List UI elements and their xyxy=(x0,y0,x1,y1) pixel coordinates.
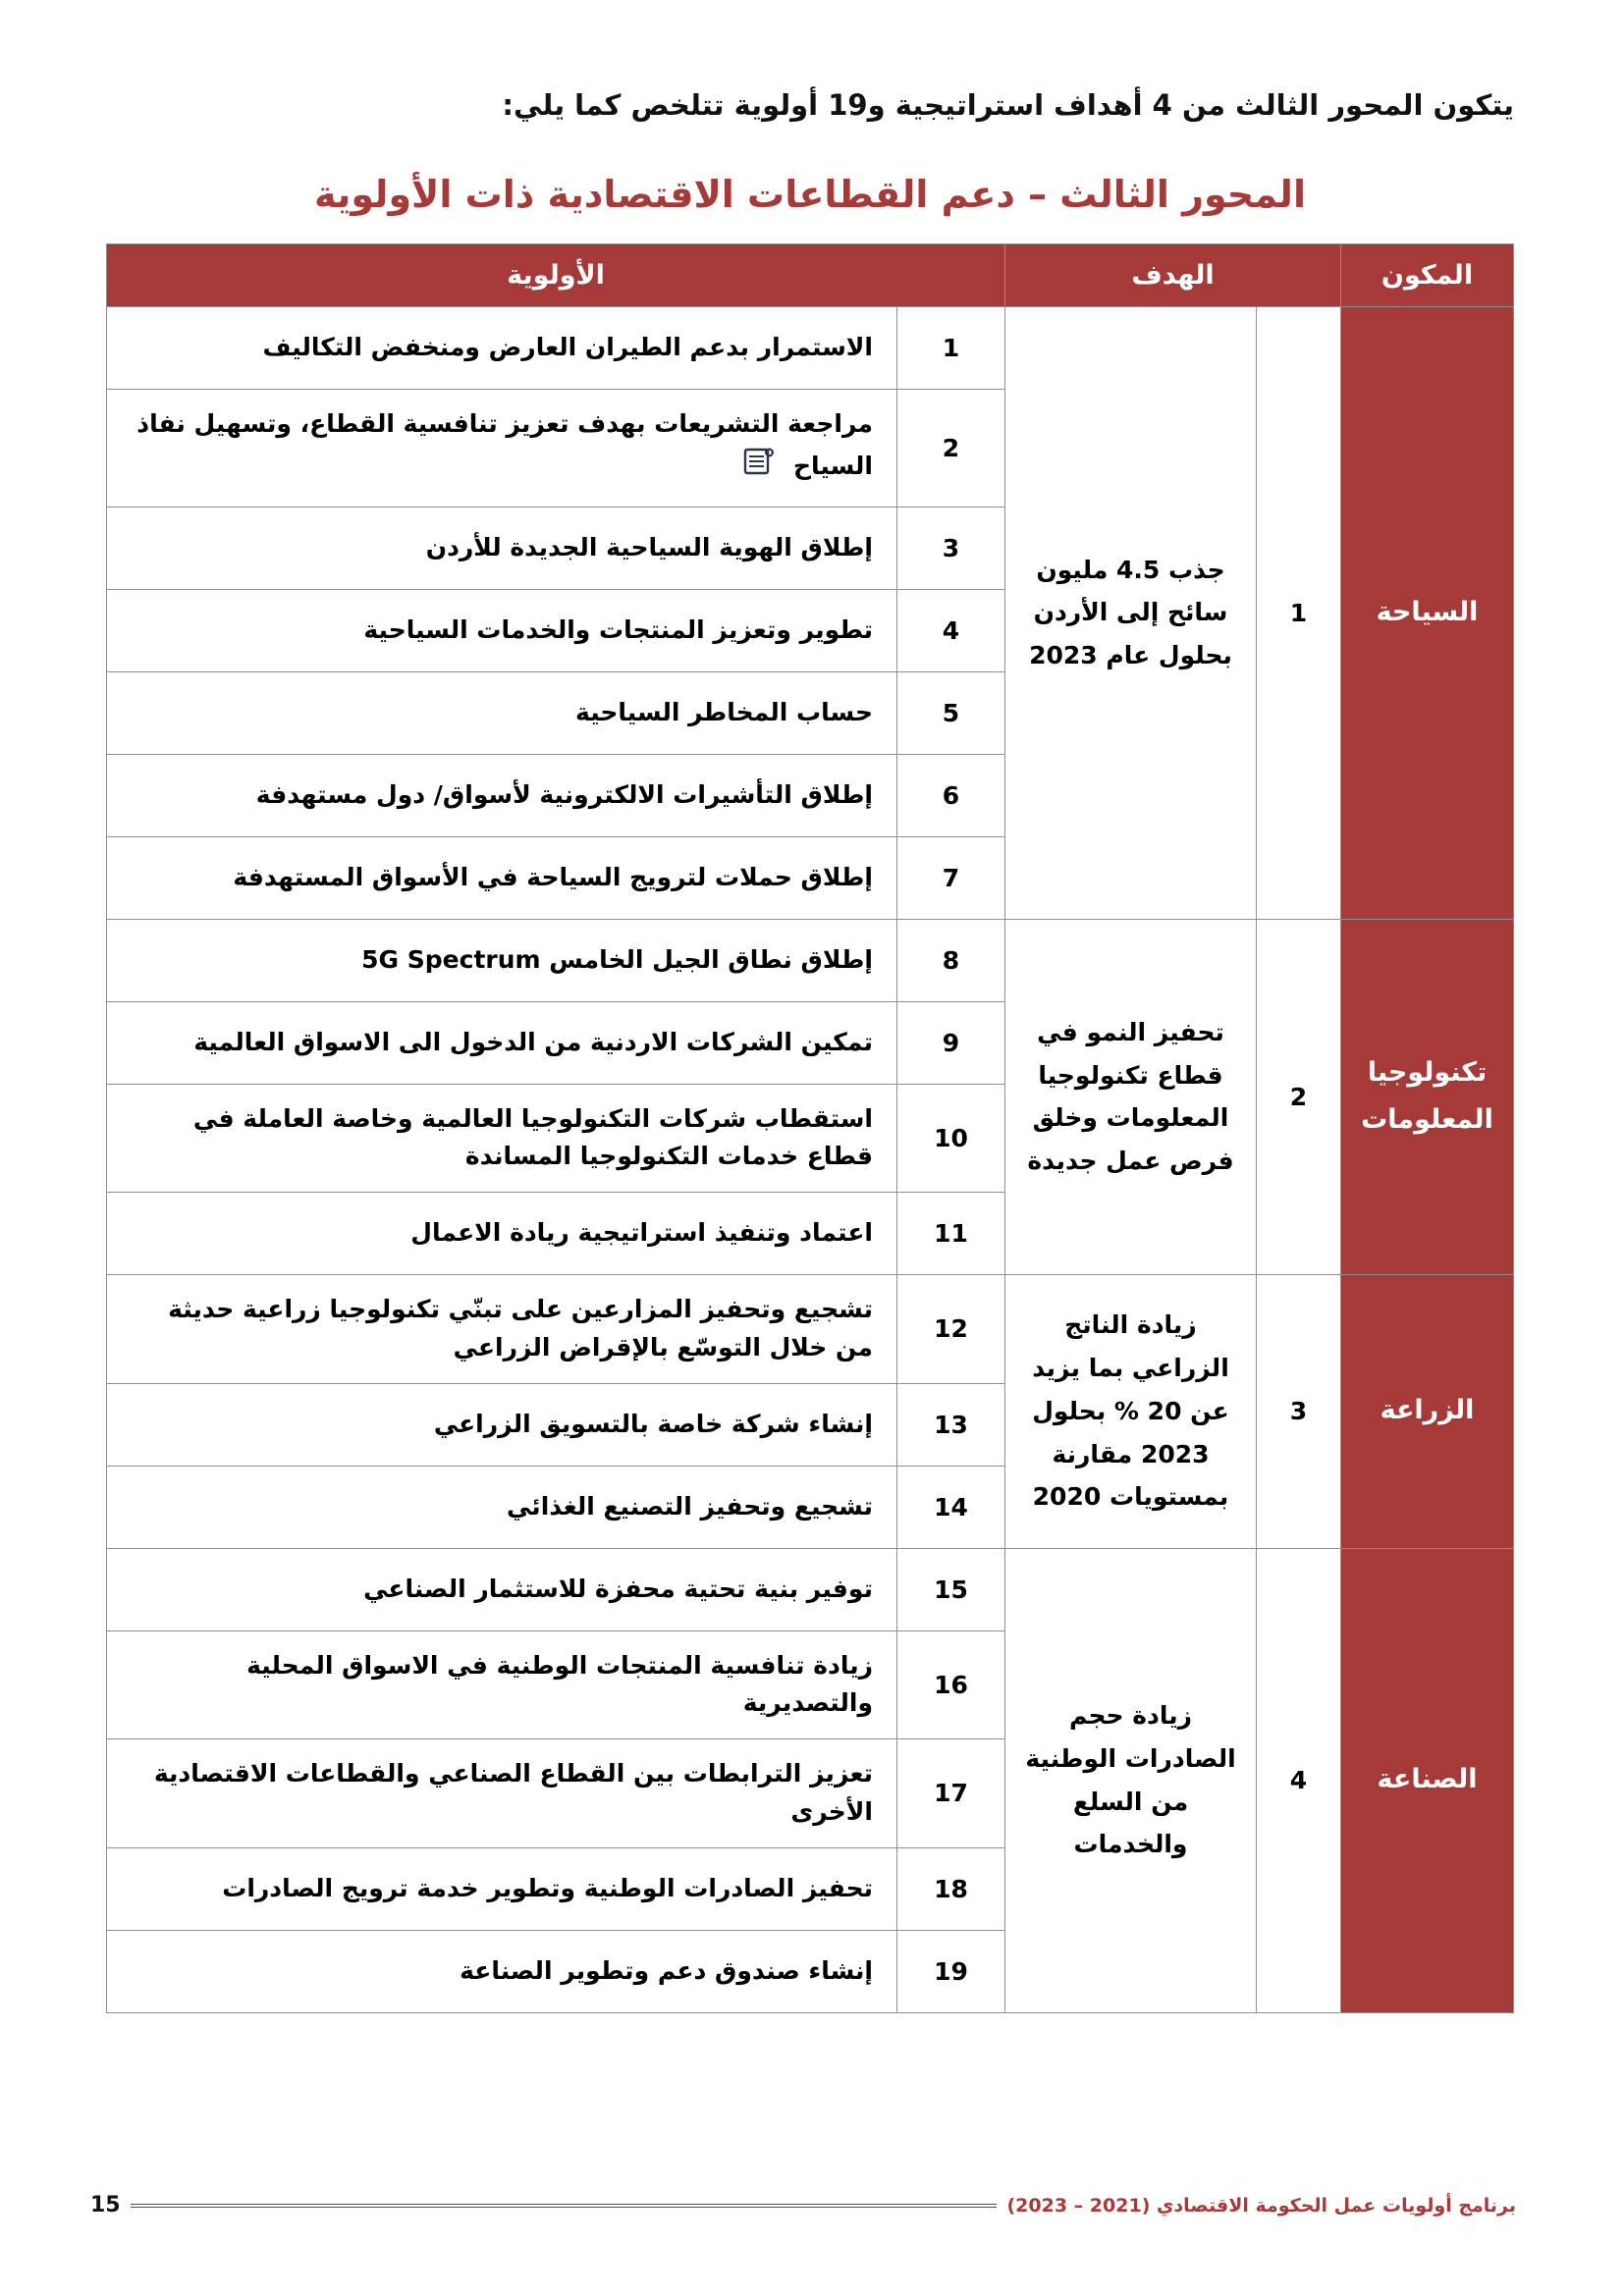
priority-text: إطلاق نطاق الجيل الخامس 5G Spectrum xyxy=(361,944,873,974)
priority-number-cell: 8 xyxy=(897,919,1005,1001)
priority-text: تطوير وتعزيز المنتجات والخدمات السياحية xyxy=(363,614,873,644)
objective-number-cell: 3 xyxy=(1257,1275,1341,1549)
priority-text-cell xyxy=(107,307,897,390)
table-header-row xyxy=(107,244,1514,307)
priority-number-cell: 6 xyxy=(897,754,1005,836)
footer-program-title: برنامج أولويات عمل الحكومة الاقتصادي (2021 – 2023) xyxy=(1006,2194,1516,2216)
table-row xyxy=(107,919,1514,1001)
priority-text: إنشاء صندوق دعم وتطوير الصناعة xyxy=(460,1955,873,1985)
priority-number-cell: 16 xyxy=(897,1630,1005,1739)
priority-text-cell xyxy=(107,1275,897,1384)
priority-number-cell: 7 xyxy=(897,836,1005,919)
page-number: 15 xyxy=(90,2193,121,2217)
priority-text: مراجعة التشريعات بهدف تعزيز تنافسية القطاع، وتسهيل نفاذ السياح xyxy=(136,409,873,480)
priority-text: حساب المخاطر السياحية xyxy=(575,697,873,726)
priority-text-cell xyxy=(107,1739,897,1848)
priority-number-cell: 5 xyxy=(897,671,1005,754)
objective-cell: زيادة الناتج الزراعي بما يزيد عن 20 % بحلول 2023 مقارنة بمستويات 2020 xyxy=(1005,1275,1257,1549)
objective-number-cell: 4 xyxy=(1257,1548,1341,2012)
priority-number-cell: 17 xyxy=(897,1739,1005,1848)
priority-text-cell xyxy=(107,754,897,836)
objective-number-cell: 1 xyxy=(1257,307,1341,920)
priority-text: إطلاق حملات لترويج السياحة في الأسواق المستهدفة xyxy=(233,862,873,891)
page-title: المحور الثالث – دعم القطاعات الاقتصادية ذات الأولوية xyxy=(314,173,1306,216)
priority-text-cell xyxy=(107,1466,897,1548)
objective-cell: زيادة حجم الصادرات الوطنية من السلع والخدمات xyxy=(1005,1548,1257,2012)
priority-text-cell xyxy=(107,919,897,1001)
priority-text: اعتماد وتنفيذ استراتيجية ريادة الاعمال xyxy=(410,1218,873,1248)
priority-text-cell xyxy=(107,1930,897,2012)
objective-cell: جذب 4.5 مليون سائح إلى الأردن بحلول عام 2023 xyxy=(1005,307,1257,920)
priority-text: تعزيز الترابطات بين القطاع الصناعي والقطاعات الاقتصادية الأخرى xyxy=(153,1759,873,1826)
header-objective: الهدف xyxy=(1005,244,1341,307)
priority-text: إنشاء شركة خاصة بالتسويق الزراعي xyxy=(433,1409,873,1438)
priority-text-cell xyxy=(107,507,897,589)
component-cell: الزراعة xyxy=(1341,1275,1514,1549)
priority-number-cell: 12 xyxy=(897,1275,1005,1384)
priority-text: تشجيع وتحفيز المزارعين على تبنّي تكنولوجيا زراعية حديثة من خلال التوسّع بالإقراض الزراعي xyxy=(168,1295,873,1362)
priority-number-cell: 2 xyxy=(897,390,1005,507)
priority-text: زيادة تنافسية المنتجات الوطنية في الاسواق المحلية والتصديرية xyxy=(246,1650,873,1718)
priority-text: إطلاق التأشيرات الالكترونية لأسواق/ دول مستهدفة xyxy=(255,779,873,809)
priority-number-cell: 4 xyxy=(897,589,1005,671)
intro-text: يتكون المحور الثالث من 4 أهداف استراتيجية و19 أولوية تتلخص كما يلي: xyxy=(502,88,1514,122)
table-row xyxy=(107,1275,1514,1384)
priority-number-cell: 1 xyxy=(897,307,1005,390)
priority-text-cell xyxy=(107,1847,897,1930)
component-cell: الصناعة xyxy=(1341,1548,1514,2012)
priority-text-cell xyxy=(107,1383,897,1466)
priority-text-cell xyxy=(107,1548,897,1630)
priority-number-cell: 15 xyxy=(897,1548,1005,1630)
priority-text-cell xyxy=(107,1630,897,1739)
priority-number-cell: 3 xyxy=(897,507,1005,589)
priority-text: تشجيع وتحفيز التصنيع الغذائي xyxy=(507,1491,873,1521)
scroll-icon xyxy=(738,444,778,491)
priority-text-cell xyxy=(107,1193,897,1275)
table-row xyxy=(107,1548,1514,1630)
table-body xyxy=(107,307,1514,2013)
priority-text: تحفيز الصادرات الوطنية وتطوير خدمة ترويج الصادرات xyxy=(222,1873,873,1902)
priority-number-cell: 19 xyxy=(897,1930,1005,2012)
priority-number-cell: 14 xyxy=(897,1466,1005,1548)
priority-number-cell: 11 xyxy=(897,1193,1005,1275)
priority-number-cell: 9 xyxy=(897,1001,1005,1084)
header-component: المكون xyxy=(1341,244,1514,307)
objective-cell: تحفيز النمو في قطاع تكنولوجيا المعلومات وخلق فرص عمل جديدة xyxy=(1005,919,1257,1275)
priority-text: الاستمرار بدعم الطيران العارض ومنخفض التكاليف xyxy=(262,333,873,362)
footer-divider xyxy=(131,2204,998,2208)
priority-text-cell xyxy=(107,589,897,671)
priority-text: توفير بنية تحتية محفزة للاستثمار الصناعي xyxy=(363,1574,873,1603)
priority-number-cell: 13 xyxy=(897,1383,1005,1466)
priorities-table xyxy=(106,243,1514,2013)
priority-text-cell xyxy=(107,671,897,754)
table-row xyxy=(107,307,1514,390)
page-footer xyxy=(90,2193,1516,2217)
priority-text: تمكين الشركات الاردنية من الدخول الى الاسواق العالمية xyxy=(193,1027,873,1056)
priority-number-cell: 10 xyxy=(897,1084,1005,1193)
priority-text: إطلاق الهوية السياحية الجديدة للأردن xyxy=(425,532,873,561)
component-cell: تكنولوجيا المعلومات xyxy=(1341,919,1514,1275)
objective-number-cell: 2 xyxy=(1257,919,1341,1275)
priority-text-cell xyxy=(107,1084,897,1193)
priority-text-cell xyxy=(107,1001,897,1084)
component-cell: السياحة xyxy=(1341,307,1514,920)
header-priority: الأولوية xyxy=(107,244,1005,307)
priority-text: استقطاب شركات التكنولوجيا العالمية وخاصة العاملة في قطاع خدمات التكنولوجيا المساندة xyxy=(192,1103,873,1171)
priority-number-cell: 18 xyxy=(897,1847,1005,1930)
priority-text-cell xyxy=(107,390,897,507)
priority-text-cell xyxy=(107,836,897,919)
